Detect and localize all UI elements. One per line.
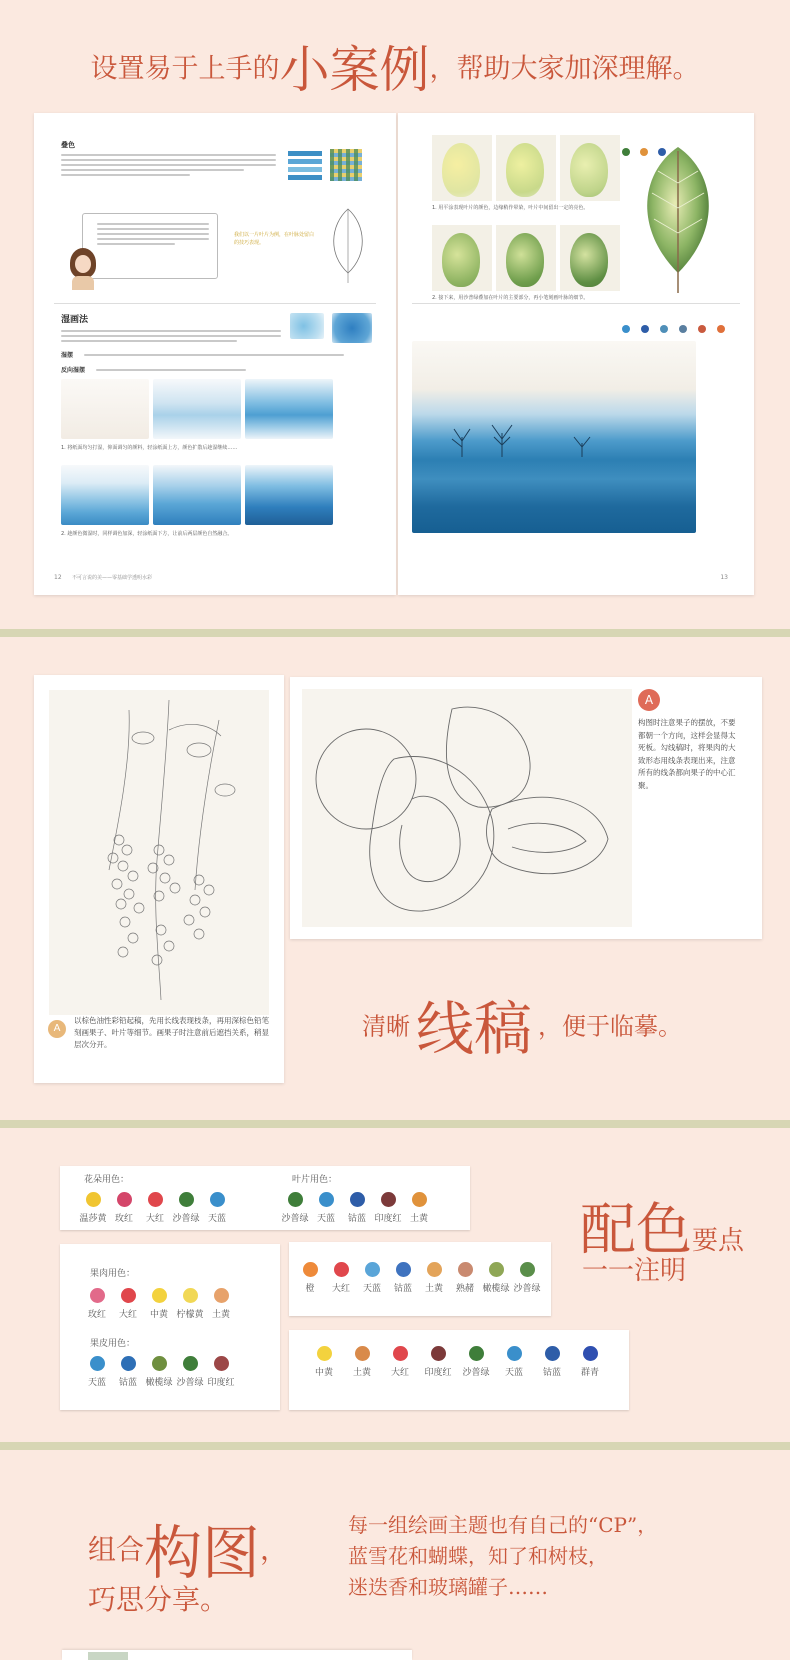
blue-wash-sample-a <box>290 313 324 339</box>
swatch-name: 土黄 <box>424 1284 443 1294</box>
paint-dot <box>355 1346 370 1361</box>
swatch-name: 沙普绿 <box>172 1214 200 1224</box>
paint-dot <box>507 1346 522 1361</box>
label-skin: 果皮用色： <box>90 1339 136 1349</box>
paint-dot <box>317 1346 332 1361</box>
large-leaf-painting <box>630 143 726 299</box>
swatch-name: 中黄 <box>314 1368 333 1378</box>
leaf-photo-5 <box>496 225 556 291</box>
swatch-name: 天蓝 <box>207 1214 226 1224</box>
swatch-name: 钴蓝 <box>118 1378 137 1388</box>
swatch-name: 玫红 <box>87 1310 106 1320</box>
blue-stripes-sample <box>288 151 322 181</box>
block1-text <box>61 151 276 179</box>
paint-dot <box>583 1346 598 1361</box>
paint-dot <box>90 1356 105 1371</box>
paint-dot <box>458 1262 473 1277</box>
color-swatch <box>510 1262 544 1294</box>
block2-title: 湿画法 <box>61 315 89 325</box>
color-swatch <box>111 1288 145 1320</box>
paint-dot <box>214 1356 229 1371</box>
swatch-name: 沙普绿 <box>176 1378 204 1388</box>
caption-right: 构图时注意果子的摆放，不要都朝一个方向，这样会显得太死板。勾线稿时，将果肉的大致形态用线条表现出来，注意所有的线条都向果子的中心汇聚。 <box>638 718 736 790</box>
headline4-small-b: ， <box>260 1533 289 1566</box>
paint-dot <box>520 1262 535 1277</box>
paint-dot <box>152 1356 167 1371</box>
swatch-name: 天蓝 <box>316 1214 335 1224</box>
color-swatch <box>448 1262 482 1294</box>
swatch-name: 钴蓝 <box>393 1284 412 1294</box>
swatch-name: 沙普绿 <box>281 1214 309 1224</box>
sky-palette <box>622 318 732 337</box>
headline1-small-a: 设置易于上手的 <box>90 53 280 85</box>
label-flower: 花朵用色： <box>84 1175 130 1185</box>
yellow-tip-text: 我们以一片叶片为例，在叶脉处留白的技巧表现。 <box>234 232 315 246</box>
color-swatch <box>80 1356 114 1388</box>
swatch-name: 印度红 <box>374 1214 402 1224</box>
color-swatch <box>173 1356 207 1388</box>
color-swatch <box>307 1346 341 1378</box>
paint-dot <box>148 1192 163 1207</box>
headline3-small: 要点 <box>692 1226 745 1256</box>
swatch-name: 印度红 <box>207 1378 235 1388</box>
swatch-name: 天蓝 <box>504 1368 523 1378</box>
color-swatch <box>386 1262 420 1294</box>
wash-step1-b <box>153 379 241 439</box>
paint-dot <box>179 1192 194 1207</box>
color-swatch <box>371 1192 405 1224</box>
badge-a-left: A <box>48 1020 66 1038</box>
color-swatch <box>383 1346 417 1378</box>
blue-landscape-painting <box>412 341 696 533</box>
color-swatch <box>204 1356 238 1388</box>
wash-step2-c <box>245 465 333 525</box>
palette-card-3 <box>289 1242 551 1316</box>
cartoon-avatar <box>66 248 100 290</box>
section4-headline-line2: 巧思分享。 <box>88 1583 229 1616</box>
color-swatch <box>111 1356 145 1388</box>
swatch-name: 印度红 <box>424 1368 452 1378</box>
label-leaf: 叶片用色： <box>292 1175 338 1185</box>
color-swatch <box>324 1262 358 1294</box>
paint-dot <box>469 1346 484 1361</box>
paint-dot <box>381 1192 396 1207</box>
paint-dot <box>121 1288 136 1303</box>
cp-line-1: 每一组绘画主题也有自己的“CP”， <box>348 1513 658 1537</box>
swatch-name: 天蓝 <box>87 1378 106 1388</box>
swatch-name: 土黄 <box>352 1368 371 1378</box>
color-swatch <box>421 1346 455 1378</box>
paint-dot <box>319 1192 334 1207</box>
swatch-name: 沙普绿 <box>513 1284 541 1294</box>
swatch-name: 橄榄绿 <box>482 1284 510 1294</box>
right-step1: 1. 用平涂表现叶片的颜色，边缘稍作晕染，叶片中间留出一定的亮色。 <box>432 205 589 211</box>
headline2-small-b: ，便于临摹。 <box>538 1012 683 1041</box>
sub-label-a: 湿摆 <box>61 352 74 359</box>
swatch-name: 大红 <box>118 1310 137 1320</box>
color-swatch <box>169 1192 203 1224</box>
color-swatch <box>138 1192 172 1224</box>
leaf-photo-1 <box>432 135 492 201</box>
left-page-number: 12 <box>54 574 62 581</box>
cp-text-block <box>348 1510 657 1603</box>
bottom-card-peek <box>62 1650 412 1660</box>
color-swatch <box>345 1346 379 1378</box>
headline2-big: 线稿 <box>416 995 533 1063</box>
color-swatch <box>355 1262 389 1294</box>
swatch-name: 柠檬黄 <box>176 1310 204 1320</box>
paint-dot <box>117 1192 132 1207</box>
swatch-name: 钴蓝 <box>542 1368 561 1378</box>
paint-dot <box>152 1288 167 1303</box>
fruit-sketch-area <box>302 689 632 927</box>
leaf-photo-4 <box>432 225 492 291</box>
color-swatch <box>142 1356 176 1388</box>
color-swatch <box>459 1346 493 1378</box>
color-swatch <box>402 1192 436 1224</box>
plaid-sample <box>330 149 362 181</box>
color-swatch <box>80 1288 114 1320</box>
wash-step2-a <box>61 465 149 525</box>
paint-dot <box>427 1262 442 1277</box>
paint-dot <box>183 1356 198 1371</box>
palette-card-flower-leaf <box>60 1166 470 1230</box>
paint-dot <box>121 1356 136 1371</box>
color-swatch <box>293 1262 327 1294</box>
blue-wash-sample-b <box>332 313 372 343</box>
block2-text <box>61 327 281 345</box>
line-art-card-right <box>290 677 762 939</box>
color-swatch <box>173 1288 207 1320</box>
color-swatch <box>278 1192 312 1224</box>
swatch-name: 橄榄绿 <box>145 1378 173 1388</box>
section1-headline <box>0 30 790 102</box>
swatch-name: 中黄 <box>149 1310 168 1320</box>
swatch-name: 大红 <box>331 1284 350 1294</box>
book-page-right <box>398 113 754 595</box>
leaf-photo-2 <box>496 135 556 201</box>
left-step1: 1. 将纸面均匀打湿，仰面调匀的颜料，轻涂纸面上方，颜色扩散后趁湿继续…… <box>61 445 238 451</box>
headline1-small-b: ，帮助大家加深理解。 <box>429 53 700 85</box>
divider-band-3 <box>0 1442 790 1450</box>
swatch-name: 沙普绿 <box>462 1368 490 1378</box>
paint-dot <box>393 1346 408 1361</box>
paint-dot <box>431 1346 446 1361</box>
wash-step1-c <box>245 379 333 439</box>
swatch-name: 天蓝 <box>362 1284 381 1294</box>
wash-step1-a <box>61 379 149 439</box>
vine-sketch-area <box>49 690 269 1015</box>
cp-line-3: 迷迭香和玻璃罐子…… <box>348 1575 548 1599</box>
paint-dot <box>350 1192 365 1207</box>
line-art-card-left <box>34 675 284 1083</box>
caption-left: 以棕色油性彩铅起稿，先用长线表现枝条，再用深棕色铅笔刻画果子、叶片等细节。画果子时注意前后遮挡关系，稍显层次分开。 <box>74 1016 269 1049</box>
paint-dot <box>545 1346 560 1361</box>
headline3-big: 配色 <box>580 1198 692 1263</box>
left-footer: 不可言说的美——零基础学透明水彩 <box>72 575 153 581</box>
paint-dot <box>210 1192 225 1207</box>
palette-card-4 <box>289 1330 629 1410</box>
badge-a-right: A <box>638 689 660 711</box>
paint-dot <box>396 1262 411 1277</box>
color-swatch <box>535 1346 569 1378</box>
color-swatch <box>76 1192 110 1224</box>
paint-dot <box>183 1288 198 1303</box>
palette-card-flesh-skin <box>60 1244 280 1410</box>
paint-dot <box>412 1192 427 1207</box>
color-swatch <box>107 1192 141 1224</box>
paint-dot <box>214 1288 229 1303</box>
right-page-number: 13 <box>720 574 728 581</box>
color-swatch <box>340 1192 374 1224</box>
headline2-small-a: 清晰 <box>362 1012 410 1041</box>
swatch-name: 大红 <box>390 1368 409 1378</box>
color-swatch <box>497 1346 531 1378</box>
right-step2: 2. 接下来，用沙普绿叠加在叶片的主要部分，再小笔刻画叶脉的细节。 <box>432 295 589 301</box>
divider-band-1 <box>0 629 790 637</box>
book-page-left <box>34 113 396 595</box>
sub-label-b: 反向湿摆 <box>61 367 86 374</box>
swatch-name: 大红 <box>145 1214 164 1224</box>
divider-band-2 <box>0 1120 790 1128</box>
paint-dot <box>365 1262 380 1277</box>
left-step2: 2. 趁颜色微湿时，同样调色加深，轻涂纸面下方，让前后两层颜色自然融合。 <box>61 531 233 537</box>
leaf-photo-6 <box>560 225 620 291</box>
color-swatch <box>417 1262 451 1294</box>
vine-sketch <box>49 690 269 1015</box>
swatch-name: 玫红 <box>114 1214 133 1224</box>
leaf-sketch <box>326 205 370 285</box>
headline3-line2: 一一注明 <box>582 1256 687 1286</box>
color-swatch <box>142 1288 176 1320</box>
section2-headline <box>362 982 682 1066</box>
color-swatch <box>200 1192 234 1224</box>
swatch-name: 钴蓝 <box>347 1214 366 1224</box>
swatch-name: 橙 <box>305 1284 315 1294</box>
leaf-photo-3 <box>560 135 620 201</box>
paint-dot <box>334 1262 349 1277</box>
paint-dot <box>86 1192 101 1207</box>
wash-step2-b <box>153 465 241 525</box>
swatch-name: 土黄 <box>211 1310 230 1320</box>
headline4-small-a: 组合 <box>88 1533 145 1566</box>
paint-dot <box>303 1262 318 1277</box>
paint-dot <box>90 1288 105 1303</box>
label-flesh: 果肉用色： <box>90 1269 136 1279</box>
paint-dot <box>489 1262 504 1277</box>
block1-title: 叠色 <box>61 141 75 149</box>
swatch-name: 熟赭 <box>455 1284 474 1294</box>
paint-dot <box>288 1192 303 1207</box>
color-swatch <box>204 1288 238 1320</box>
cp-line-2: 蓝雪花和蝴蝶，知了和树枝， <box>348 1544 608 1568</box>
swatch-name: 温莎黄 <box>79 1214 107 1224</box>
color-swatch <box>309 1192 343 1224</box>
headline1-big: 小案例 <box>279 41 430 99</box>
color-swatch <box>573 1346 607 1378</box>
tip-box <box>82 213 218 279</box>
color-swatch <box>479 1262 513 1294</box>
fig-sketch <box>302 689 632 927</box>
headline4-big: 构图 <box>144 1519 261 1587</box>
tree-silhouettes <box>442 419 592 459</box>
swatch-name: 群青 <box>580 1368 599 1378</box>
swatch-name: 土黄 <box>409 1214 428 1224</box>
